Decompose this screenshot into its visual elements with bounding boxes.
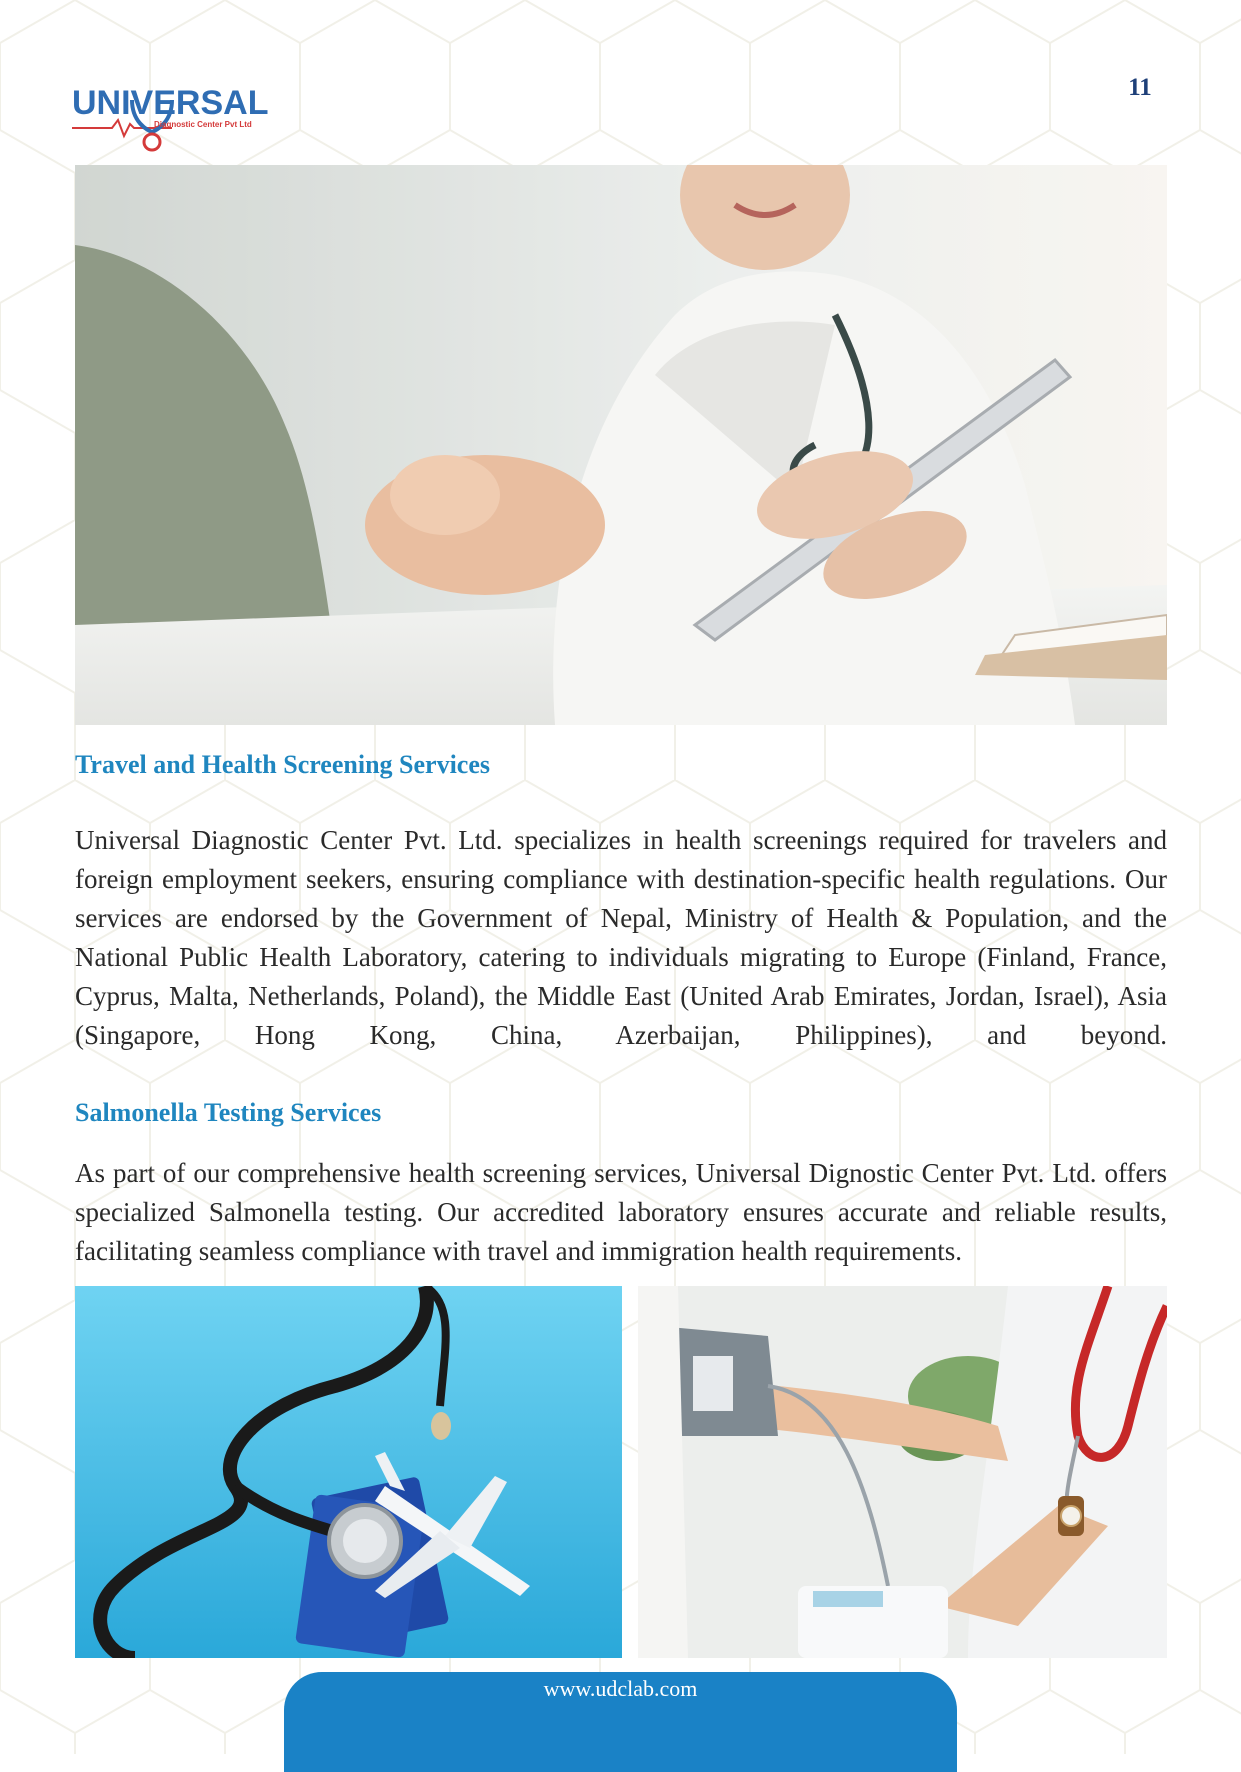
website-link[interactable]: www.udclab.com <box>543 1676 698 1701</box>
logo-wordmark: UNIVERSAL <box>72 84 269 122</box>
blood-pressure-check-photo <box>638 1286 1167 1658</box>
section-body-salmonella: As part of our comprehensive health screening services, Universal Dignostic Center Pvt. Ltd. offers specialized Salmonella testing. Our accredited laboratory ensures accurate and reliable results, facilitating seamless compliance with travel and immigration health requirements. <box>75 1158 1167 1266</box>
stethoscope-passport-airplane-photo <box>75 1286 622 1658</box>
section-body-travel-screening: Universal Diagnostic Center Pvt. Ltd. specializes in health screenings required for travelers and foreign employment seekers, ensuring compliance with destination-specific health regulations. Our services are endorsed by the Government of Nepal, Ministry of Health & Population, and the National Public Health Laboratory, catering to individuals migrating to Europe (Finland, France, Cyprus, Malta, Netherlands, Poland), the Middle East (United Arab Emirates, Jordan, Israel), Asia (Singapore, Hong Kong, China, Azerbaijan, Philippines), and beyond. <box>75 825 1167 1050</box>
section-heading-salmonella: Salmonella Testing Services <box>75 1098 382 1127</box>
section-heading-travel-screening: Travel and Health Screening Services <box>75 750 490 779</box>
page-number: 11 <box>1128 74 1152 101</box>
company-logo <box>72 72 292 162</box>
doctor-consultation-photo <box>75 165 1167 725</box>
logo-tagline: Diagnostic Center Pvt Ltd <box>154 120 252 129</box>
